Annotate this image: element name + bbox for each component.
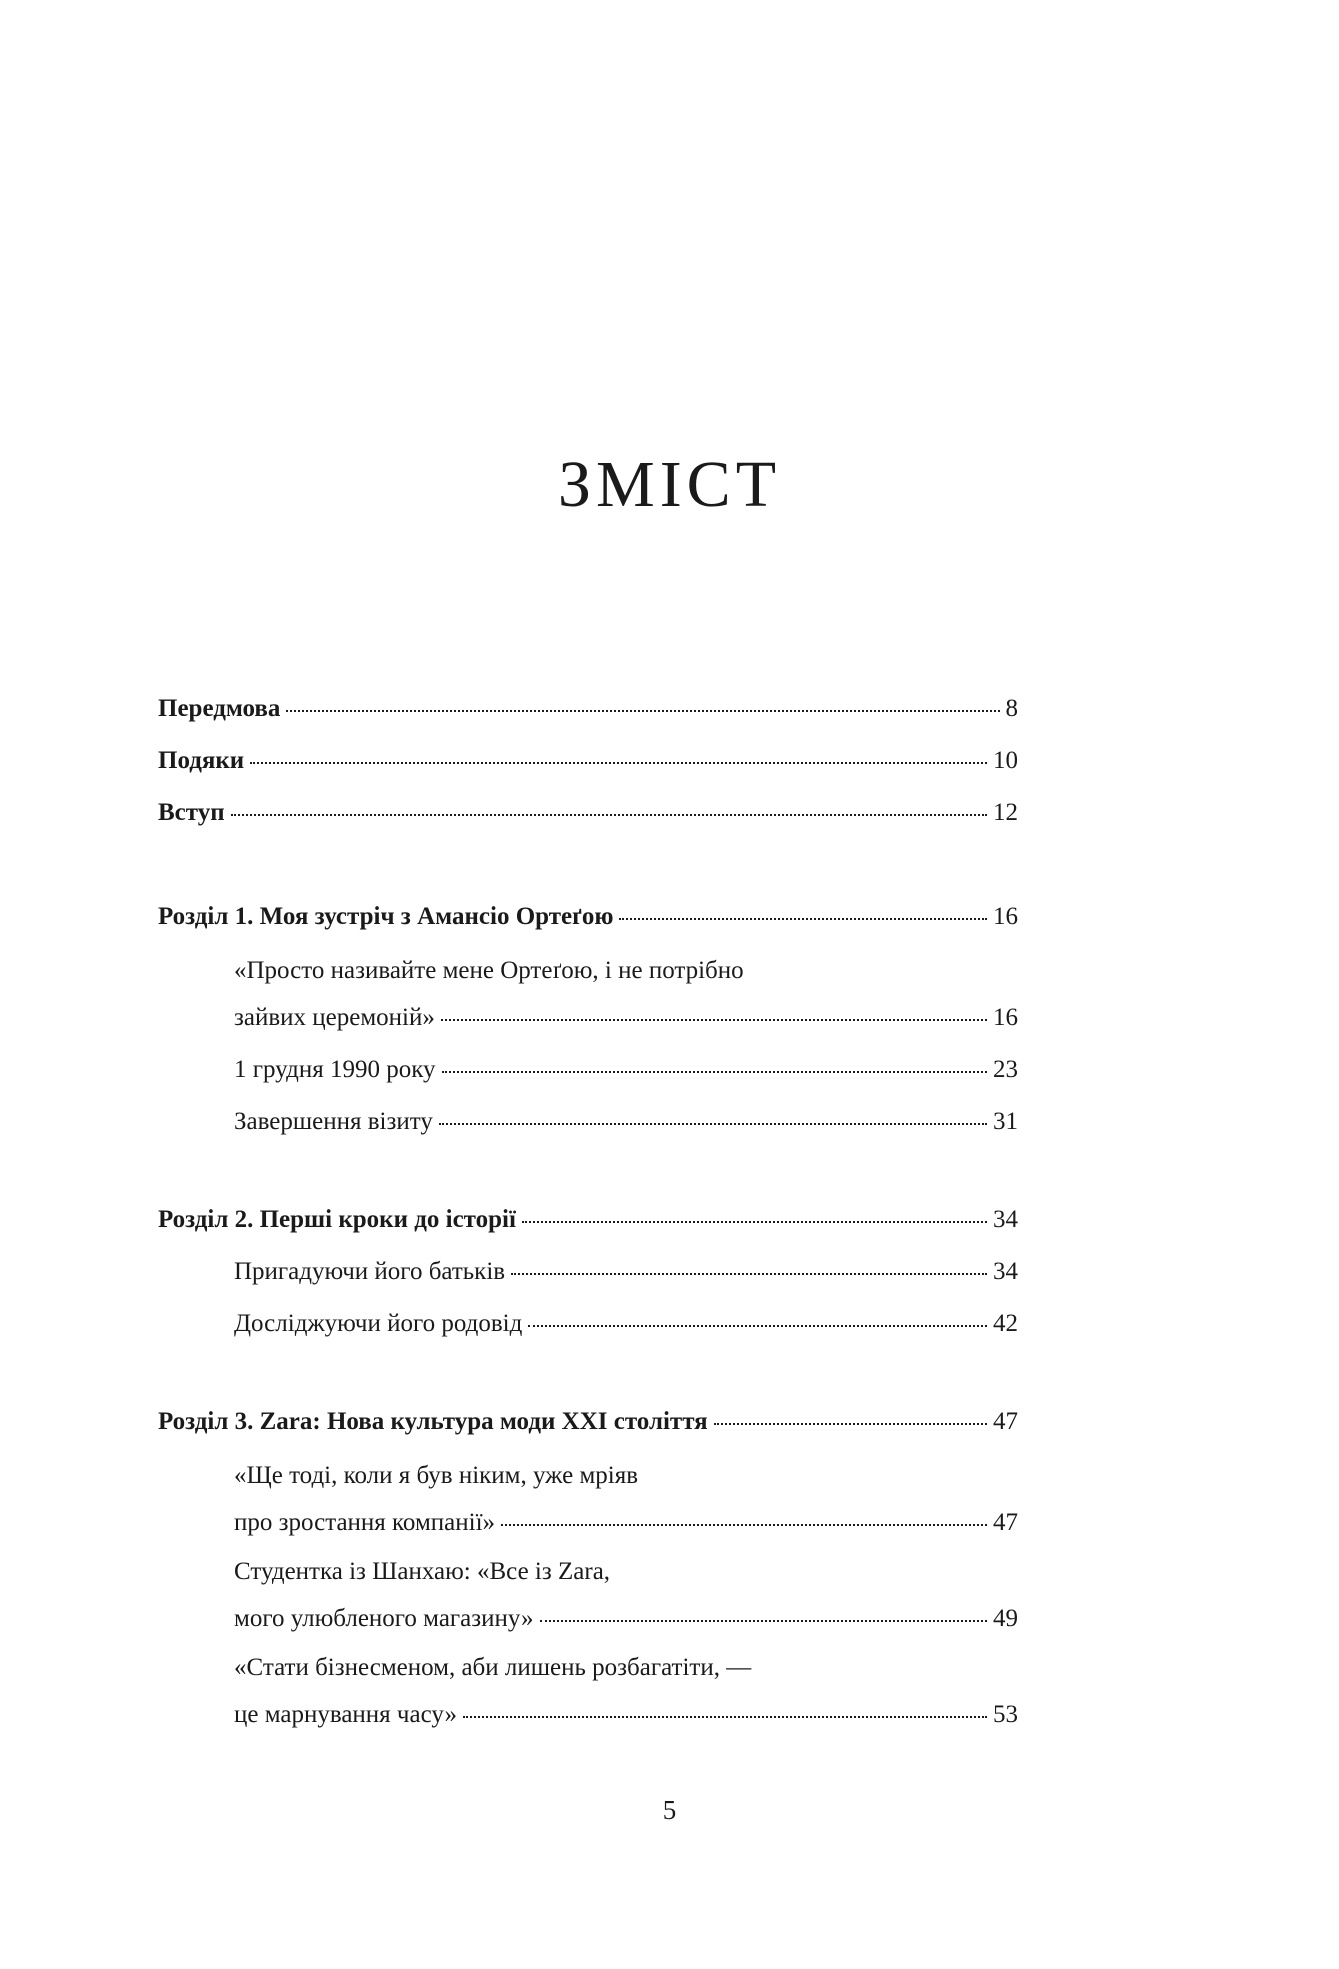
leader-dots xyxy=(714,1422,987,1425)
leader-dots xyxy=(511,1272,987,1275)
toc-entry-page: 42 xyxy=(993,1310,1018,1337)
toc-section-line: Студентка із Шанхаю: «Все із Zara, xyxy=(234,1558,611,1585)
toc-section-3-1[interactable] xyxy=(234,1510,1018,1535)
toc-section-3-3[interactable] xyxy=(234,1702,1018,1727)
toc-entry-page: 16 xyxy=(993,1004,1018,1031)
leader-dots xyxy=(286,709,999,712)
toc-entry-title: мого улюбленого магазину» xyxy=(234,1605,534,1632)
toc-section-2-1[interactable] xyxy=(234,1259,1018,1284)
toc-section-3-2[interactable] xyxy=(234,1606,1018,1631)
toc-chapter-1[interactable] xyxy=(158,904,1018,929)
toc-entry-page: 34 xyxy=(993,1206,1018,1233)
toc-entry-title: Подяки xyxy=(158,747,245,774)
toc-entry-title: це марнування часу» xyxy=(234,1701,457,1728)
toc-entry-page: 8 xyxy=(1005,695,1018,722)
toc-chapter-3[interactable] xyxy=(158,1409,1018,1434)
toc-entry-page: 47 xyxy=(993,1509,1018,1536)
toc-entry-title: Розділ 3. Zara: Нова культура моди XXI століття xyxy=(158,1408,708,1435)
toc-entry-title: Розділ 1. Моя зустріч з Амансіо Ортеґою xyxy=(158,903,614,930)
toc-entry-page: 10 xyxy=(993,747,1018,774)
toc-entry-intro[interactable] xyxy=(158,800,1018,825)
page-title: ЗМІСТ xyxy=(557,448,782,521)
toc-entry-title: Передмова xyxy=(158,695,281,722)
leader-dots xyxy=(442,1070,988,1073)
leader-dots xyxy=(231,813,987,816)
toc-entry-page: 34 xyxy=(993,1258,1018,1285)
toc-section-line: «Стати бізнесменом, аби лишень розбагатіти, — xyxy=(234,1654,752,1681)
toc-entry-title: Вступ xyxy=(158,799,225,826)
leader-dots xyxy=(528,1324,987,1327)
toc-entry-page: 16 xyxy=(993,903,1018,930)
leader-dots xyxy=(250,761,987,764)
leader-dots xyxy=(439,1122,987,1125)
toc-entry-preface[interactable] xyxy=(158,696,1018,721)
toc-entry-page: 49 xyxy=(993,1605,1018,1632)
toc-entry-thanks[interactable] xyxy=(158,748,1018,773)
toc-section-2-2[interactable] xyxy=(234,1311,1018,1336)
leader-dots xyxy=(619,917,987,920)
leader-dots xyxy=(501,1523,987,1526)
toc-entry-title: Досліджуючи його родовід xyxy=(234,1310,523,1337)
toc-entry-page: 53 xyxy=(993,1701,1018,1728)
toc-entry-title: Розділ 2. Перші кроки до історії xyxy=(158,1206,516,1233)
toc-entry-title: Завершення візиту xyxy=(234,1108,433,1135)
toc-entry-title: Пригадуючи його батьків xyxy=(234,1258,506,1285)
toc-chapter-2[interactable] xyxy=(158,1207,1018,1232)
leader-dots xyxy=(441,1018,987,1021)
toc-section-line: «Просто називайте мене Ортеґою, і не потрібно xyxy=(234,957,744,984)
page-number: 5 xyxy=(662,1795,677,1825)
toc-entry-page: 23 xyxy=(993,1056,1018,1083)
toc-entry-page: 31 xyxy=(993,1108,1018,1135)
toc-entry-page: 47 xyxy=(993,1408,1018,1435)
leader-dots xyxy=(540,1619,987,1622)
toc-entry-title: 1 грудня 1990 року xyxy=(234,1056,436,1083)
toc-section-1-1[interactable] xyxy=(234,1005,1018,1030)
toc-section-line: «Ще тоді, коли я був ніким, уже мріяв xyxy=(234,1462,639,1489)
toc-entry-page: 12 xyxy=(993,799,1018,826)
toc-entry-title: про зростання компанії» xyxy=(234,1509,496,1536)
toc-entry-title: зайвих церемоній» xyxy=(234,1004,435,1031)
toc-section-1-2[interactable] xyxy=(234,1057,1018,1082)
leader-dots xyxy=(522,1220,987,1223)
toc-section-1-3[interactable] xyxy=(234,1109,1018,1134)
leader-dots xyxy=(463,1715,987,1718)
